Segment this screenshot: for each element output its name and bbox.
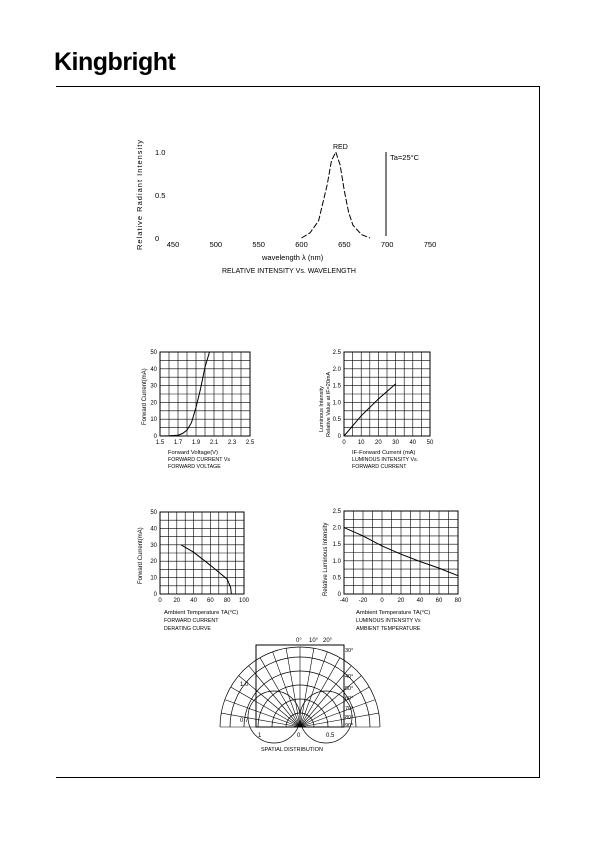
dr-xlabel: Ambient Temperature TA(°C) [164,610,239,616]
spatial-caption: SPATIAL DISTRIBUTION [261,747,323,753]
spatial-side-angle-5: 70° [345,706,354,712]
lc-caption-1: LUMINOUS INTENSITY Vs. [352,457,419,463]
iv-x-tick-label: 2.1 [209,440,219,446]
iv-x-tick-label: 2.5 [245,440,255,446]
lc-y-tick-label: 0.5 [332,417,341,424]
spectrum-x-tick-label: 550 [252,240,265,249]
spatial-bottom-value-1: 1 [258,733,262,739]
dr-x-tick-label: 80 [223,598,231,604]
lt-ylabel: Relative Luminous Intensity [323,522,329,596]
spectrum-note: Ta=25°C [390,153,420,162]
spectrum-x-tick-label: 650 [338,240,351,249]
iv-x-tick-label: 1.5 [155,440,165,446]
spectrum-x-tick-label: 700 [380,240,394,249]
lc-y-tick-label: 1.0 [332,400,341,407]
iv-x-ticks [156,440,255,446]
iv-y-tick-label: 20 [150,400,157,407]
lt-x-tick-label: 60 [435,598,443,604]
dr-x-tick-label: 100 [238,598,250,604]
spectrum-ylabel: Relative Radiant Intensity [135,138,144,250]
spatial-grid [220,647,380,743]
iv-y-tick-label: 50 [150,350,157,356]
spatial-side-angle-3: 50° [345,686,354,692]
spectrum-x-tick-label: 750 [423,240,437,249]
lt-y-tick-label: 1.5 [332,542,341,549]
iv-y-ticks [150,350,157,440]
spatial-left-value-2: 0.7 [240,718,249,724]
lc-x-tick-label: 20 [375,440,382,446]
spectrum-curve [302,152,371,238]
spatial-left-value-1: 1.0 [240,682,249,688]
spatial-side-angle-2: 40° [345,674,354,680]
dr-x-tick-label: 60 [207,598,214,604]
spatial-side-angle-6: 80° [345,715,354,721]
lc-ylabel-1: Luminous Intensity [319,386,325,432]
spatial-side-angle-7: 90° [345,723,354,729]
spatial-top-angle-1: 0° [296,638,302,644]
dr-x-tick-label: 20 [173,598,181,604]
iv-x-tick-label: 1.9 [191,440,201,446]
spatial-top-angle-2: 10° [309,638,319,644]
lt-y-tick-label: 0 [337,592,341,598]
dr-y-tick-label: 0 [153,592,157,598]
derating-chart [138,510,250,632]
lt-x-tick-label: 40 [416,598,424,604]
lt-xlabel: Ambient Temperature TA(°C) [356,610,431,616]
spatial-distribution-diagram [220,638,380,753]
lt-y-ticks [333,509,342,598]
brand-logo: Kingbright [54,48,176,76]
lc-y-tick-label: 2.5 [332,350,341,356]
dr-y-tick-label: 30 [150,542,157,549]
lc-y-tick-label: 2.0 [332,366,341,373]
spectrum-y-tick-label: 1.0 [155,148,166,157]
lt-caption-1: LUMINOUS INTENSITY Vs [356,618,421,624]
lt-y-tick-label: 2.0 [332,525,341,532]
iv-caption-2: FORWARD VOLTAGE [168,464,221,470]
spectrum-x-tick-label: 500 [209,240,223,249]
spatial-side-angle-1: 30° [345,648,354,654]
lc-x-ticks [342,440,434,446]
spectrum-caption: RELATIVE INTENSITY Vs. WAVELENGTH [222,268,356,275]
lt-x-tick-label: 80 [454,598,462,604]
lc-xlabel: IF-Forward Current (mA) [352,450,416,456]
lt-y-tick-label: 0.5 [332,575,341,582]
luminous-current-chart [319,350,434,470]
lt-y-tick-label: 1.0 [332,558,341,565]
lc-y-tick-label: 1.5 [332,383,341,390]
lt-grid [344,511,458,594]
spatial-bottom-value-2: 0 [297,733,301,739]
lt-x-ticks [340,598,462,604]
lc-y-tick-label: 0 [337,434,341,440]
dr-y-tick-label: 20 [150,559,157,566]
dr-grid [160,512,244,594]
dr-y-tick-label: 40 [150,526,157,533]
dr-x-tick-label: 40 [190,598,197,604]
lt-x-tick-label: 20 [397,598,405,604]
lt-x-tick-label: -20 [358,598,368,604]
spectrum-x-tick-label: 600 [295,240,308,249]
iv-y-tick-label: 40 [150,366,157,373]
luminous-temp-chart [323,509,462,632]
lt-caption-2: AMBIENT TEMPERATURE [356,626,421,632]
dr-y-tick-label: 10 [150,575,157,582]
dr-caption-2: DERATING CURVE [164,626,211,632]
lc-x-tick-label: 30 [392,440,399,446]
iv-caption-1: FORWARD CURRENT Vs [168,457,230,463]
dr-y-tick-label: 50 [150,510,157,516]
lc-x-tick-label: 40 [409,440,417,446]
iv-xlabel: Forward Voltage(V) [168,450,218,456]
lt-y-tick-label: 2.5 [332,509,341,515]
spectrum-x-tick-label: 450 [166,240,180,249]
iv-x-tick-label: 2.3 [227,440,237,446]
iv-chart [142,350,255,470]
spectrum-xlabel: wavelength λ (nm) [262,253,324,262]
iv-x-tick-label: 1.7 [173,440,183,446]
lc-x-tick-label: 0 [342,440,346,446]
dr-y-ticks [150,510,157,598]
lc-ylabel-2: Relative Value at IF=20mA [326,371,332,437]
iv-y-tick-label: 10 [150,417,157,424]
spectrum-y-ticks [155,148,165,243]
spatial-side-angle-4: 60° [345,696,354,702]
dr-ylabel: Forward Current(mA) [138,527,144,584]
lc-grid [344,352,430,436]
lc-x-tick-label: 10 [357,440,365,446]
lc-x-tick-label: 50 [426,440,434,446]
spatial-top-angle-3: 20° [323,638,333,644]
lc-caption-2: FORWARD CURRENT [352,464,407,470]
iv-y-tick-label: 0 [153,434,157,440]
iv-ylabel: Forward Current(mA) [142,368,148,425]
iv-grid [160,352,250,436]
lc-y-ticks [333,350,342,440]
spectrum-chart [135,139,436,275]
dr-x-tick-label: 0 [158,598,162,604]
lt-x-tick-label: 0 [380,598,384,604]
spectrum-x-ticks [167,240,437,249]
iv-y-tick-label: 30 [150,383,157,390]
spatial-bottom-value-3: 0.5 [326,733,335,739]
spectrum-series-label: RED [333,144,348,151]
lt-x-tick-label: -40 [339,598,349,604]
spectrum-y-tick-label: 0.5 [155,191,166,200]
dr-caption-1: FORWARD CURRENT [164,618,219,624]
dr-x-ticks [158,598,249,604]
spectrum-y-tick-label: 0 [155,234,160,243]
